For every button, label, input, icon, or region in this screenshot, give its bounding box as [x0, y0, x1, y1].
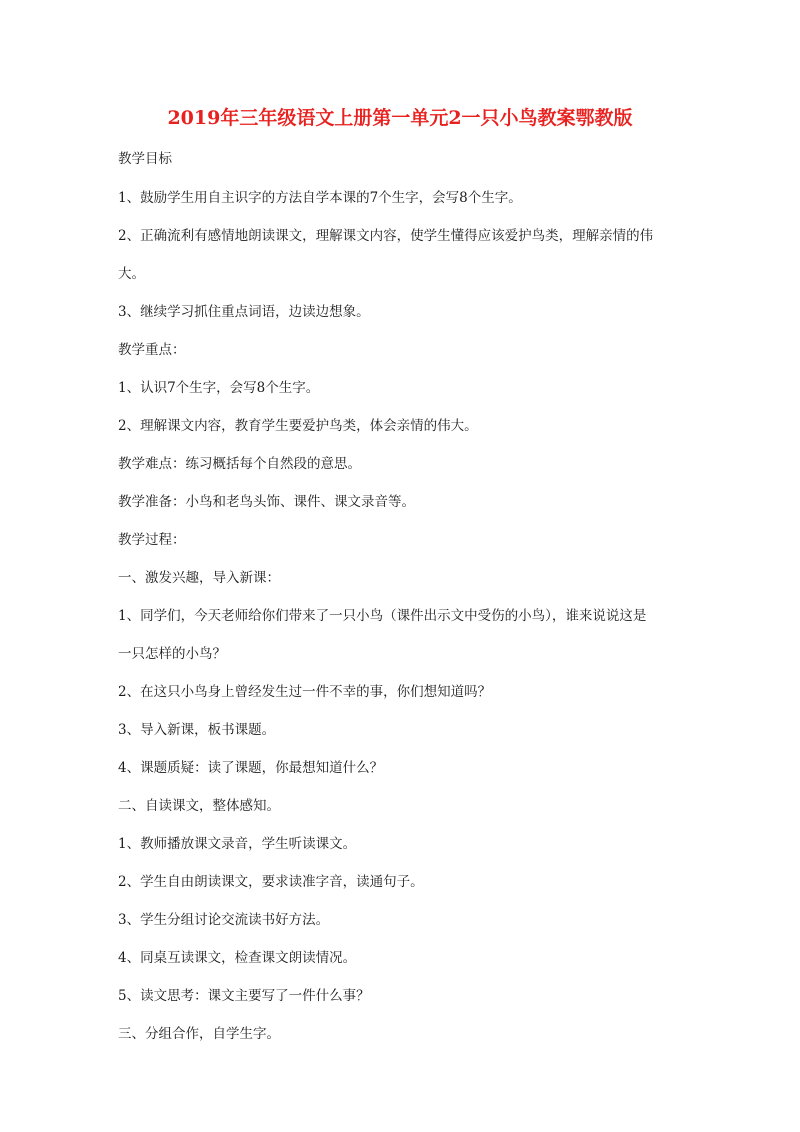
text-line: 一只怎样的小鸟？ — [118, 646, 226, 662]
text-line: 一、激发兴趣，导入新课： — [118, 570, 280, 586]
text-line: 三、分组合作，自学生字。 — [118, 1026, 280, 1042]
text-line: 2、学生自由朗读课文，要求读准字音，读通句子。 — [118, 874, 424, 890]
text-line: 教学准备：小鸟和老鸟头饰、课件、课文录音等。 — [118, 494, 415, 510]
text-line: 二、自读课文，整体感知。 — [118, 798, 280, 814]
text-line: 2、理解课文内容，教育学生要爱护鸟类，体会亲情的伟大。 — [118, 418, 478, 434]
text-line: 教学重点： — [118, 342, 186, 358]
text-line: 3、学生分组讨论交流读书好方法。 — [118, 912, 330, 928]
text-line: 2、在这只小鸟身上曾经发生过一件不幸的事，你们想知道吗？ — [118, 684, 492, 700]
text-line: 1、鼓励学生用自主识字的方法自学本课的7个生字，会写8个生字。 — [118, 190, 522, 206]
text-line: 3、继续学习抓住重点词语，边读边想象。 — [118, 304, 370, 320]
text-line: 1、同学们，今天老师给你们带来了一只小鸟（课件出示文中受伤的小鸟），谁来说说这是 — [118, 608, 647, 624]
text-line: 教学难点：练习概括每个自然段的意思。 — [118, 456, 361, 472]
text-line: 1、教师播放课文录音，学生听读课文。 — [118, 836, 357, 852]
text-line: 3、导入新课，板书课题。 — [118, 722, 276, 738]
text-line: 大。 — [118, 266, 145, 282]
text-line: 1、认识7个生字，会写8个生字。 — [118, 380, 320, 396]
document-title: 2019年三年级语文上册第一单元2一只小鸟教案鄂教版 — [167, 107, 633, 129]
text-line: 4、同桌互读课文，检查课文朗读情况。 — [118, 950, 357, 966]
text-line: 教学目标 — [118, 151, 172, 167]
text-line: 2、正确流利有感情地朗读课文，理解课文内容，使学生懂得应该爱护鸟类，理解亲情的伟 — [118, 228, 654, 244]
text-line: 5、读文思考：课文主要写了一件什么事？ — [118, 988, 370, 1004]
text-line: 4、课题质疑：读了课题，你最想知道什么？ — [118, 760, 384, 776]
text-line: 教学过程： — [118, 532, 186, 548]
